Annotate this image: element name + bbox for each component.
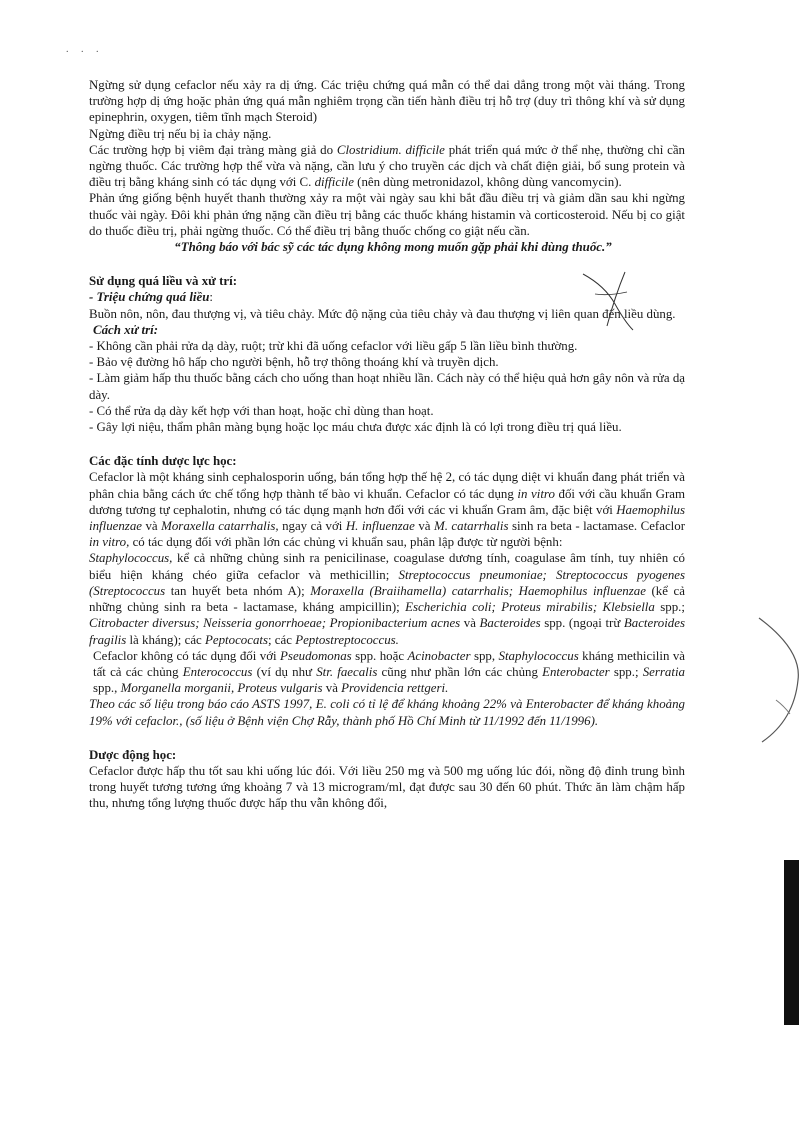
- paragraph-stop-diarrhea: Ngừng điều trị nếu bị ỉa chảy nặng.: [89, 126, 272, 141]
- treatment-item: - Làm giảm hấp thu thuốc bằng cách cho uống than hoạt nhiều lần. Cách này có thể hiệu quả hơn gây nôn và rửa dạ dày.: [89, 371, 685, 402]
- pharmacokinetics-text: Cefaclor được hấp thu tốt sau khi uống lúc đói. Với liều 250 mg và 500 mg uống lúc đói, nồng độ đỉnh trung bình trong huyết tương tương ứng khoảng 7 và 13 microgram/ml, đạt được sau 30 đến 60 phút. Thức ăn làm chậm hấp thu, nhưng tổng lượng thuốc được hấp thu vẫn không đổi,: [89, 763, 685, 811]
- overdose-heading: Sử dụng quá liều và xử trí:: [89, 274, 237, 289]
- doctor-notice-quote: “Thông báo với bác sỹ các tác dụng không mong muốn gặp phải khi dùng thuốc.”: [174, 240, 612, 255]
- scan-edge-mark: [784, 860, 799, 1025]
- pharmacodynamics-heading: Các đặc tính dược lực học:: [89, 454, 237, 469]
- symptoms-text: Buồn nôn, nôn, đau thượng vị, và tiêu chảy. Mức độ nặng của tiêu chảy và đau thượng vị liên quan đến liều dùng.: [89, 306, 676, 321]
- scan-dots: . . .: [66, 44, 104, 55]
- asts-report-note: Theo các số liệu trong báo cáo ASTS 1997, E. coli có tỉ lệ để kháng khoảng 22% và Enterobacter để kháng khoảng 19% với cefaclor., (số liệu ở Bệnh viện Chợ Rẫy, thành phố Hồ Chí Minh từ 11/1992 đến 11/1996).: [89, 697, 685, 728]
- treatment-item: - Bảo vệ đường hô hấp cho người bệnh, hỗ trợ thông thoáng khí và truyền dịch.: [89, 355, 499, 370]
- susceptible-organisms: Staphylococcus, kể cả những chủng sinh ra penicilinase, coagulase dương tính, coagulase âm tính, tuy nhiên có biểu hiện kháng chéo giữa cefaclor và methicillin; Streptococcus pneumoniae; Streptococcus pyogenes (Streptococcus tan huyết beta nhóm A); Moraxella (Braiihamella) catarrhalis; Haemophilus influenzae (kể cả những chủng sinh ra beta - lactamase, kháng ampicillin); Escherichia coli; Proteus mirabilis; Klebsiella spp.; Citrobacter diversus; Neisseria gonorrhoeae; Propionibacterium acnes và Bacteroides spp. (ngoại trừ Bacteroides fragilis là kháng); các Peptococats; các Peptostreptococcus.: [89, 551, 685, 647]
- partial-stamp-mark: [754, 610, 799, 750]
- resistant-organisms: Cefaclor không có tác dụng đối với Pseudomonas spp. hoặc Acinobacter spp, Staphylococcus kháng methicilin và tất cả các chủng Enterococcus (ví dụ như Str. faecalis cũng như phần lớn các chủng Enterobacter spp.; Serratia spp., Morganella morganii, Proteus vulgaris và Providencia rettgeri.: [93, 648, 686, 696]
- paragraph-stop-allergy: Ngừng sử dụng cefaclor nếu xảy ra dị ứng. Các triệu chứng quá mẫn có thể dai dẳng trong một vài tháng. Trong trường hợp dị ứng hoặc phản ứng quá mẫn nghiêm trọng cần tiến hành điều trị hỗ trợ (duy trì thông khí và sử dụng epinephrin, oxygen, tiêm tĩnh mạch Steroid): [89, 78, 685, 125]
- symptoms-heading: - Triệu chứng quá liều:: [89, 290, 214, 305]
- pharmacokinetics-heading: Dược động học:: [89, 747, 177, 762]
- pharmacodynamics-intro: Cefaclor là một kháng sinh cephalosporin uống, bán tổng hợp thế hệ 2, có tác dụng diệt vi khuẩn đang phát triển và phân chia bằng cách ức chế tổng hợp thành tế bào vi khuẩn. Cefaclor có tác dụng in vitro đối với cầu khuẩn Gram dương tương tự cephalotin, nhưng có tác dụng mạnh hơn đối với các vi khuẩn Gram âm, đặc biệt với Haemophilus influenzae và Moraxella catarrhalis, ngay cả với H. influenzae và M. catarrhalis sinh ra beta - lactamase. Cefaclor in vitro, có tác dụng đối với phần lớn các chủng vi khuẩn sau, phân lập được từ người bệnh:: [89, 470, 685, 550]
- document-body: [89, 77, 685, 812]
- treatment-item: - Không cần phải rửa dạ dày, ruột; trừ khi đã uống cefaclor với liều gấp 5 lần liều bình thường.: [89, 339, 578, 354]
- treatment-heading: Cách xử trí:: [93, 322, 159, 337]
- paragraph-serum-sickness: Phản ứng giống bệnh huyết thanh thường xảy ra một vài ngày sau khi bắt đầu điều trị và giảm dần sau khi ngừng thuốc vài ngày. Đôi khi phản ứng nặng cần điều trị bằng các thuốc kháng histamin và corticosteroid. Nếu bị co giật do thuốc điều trị, phải ngừng thuốc. Có thể điều trị bằng thuốc chống co giật nếu cần.: [89, 191, 685, 238]
- treatment-item: - Gây lợi niệu, thẩm phân màng bụng hoặc lọc máu chưa được xác định là có lợi trong điều trị quá liều.: [89, 420, 622, 435]
- handwritten-signature: [575, 266, 645, 336]
- paragraph-colitis: Các trường hợp bị viêm đại tràng màng giả do Clostridium. difficile phát triển quá mức ở thể nhẹ, thường chỉ cần ngừng thuốc. Các trường hợp thể vừa và nặng, cần lưu ý cho truyền các dịch và chất điện giải, bổ sung protein và điều trị bằng kháng sinh có tác dụng với C. difficile (nên dùng metronidazol, không dùng vancomycin).: [89, 142, 685, 190]
- treatment-item: - Có thể rửa dạ dày kết hợp với than hoạt, hoặc chỉ dùng than hoạt.: [89, 403, 434, 418]
